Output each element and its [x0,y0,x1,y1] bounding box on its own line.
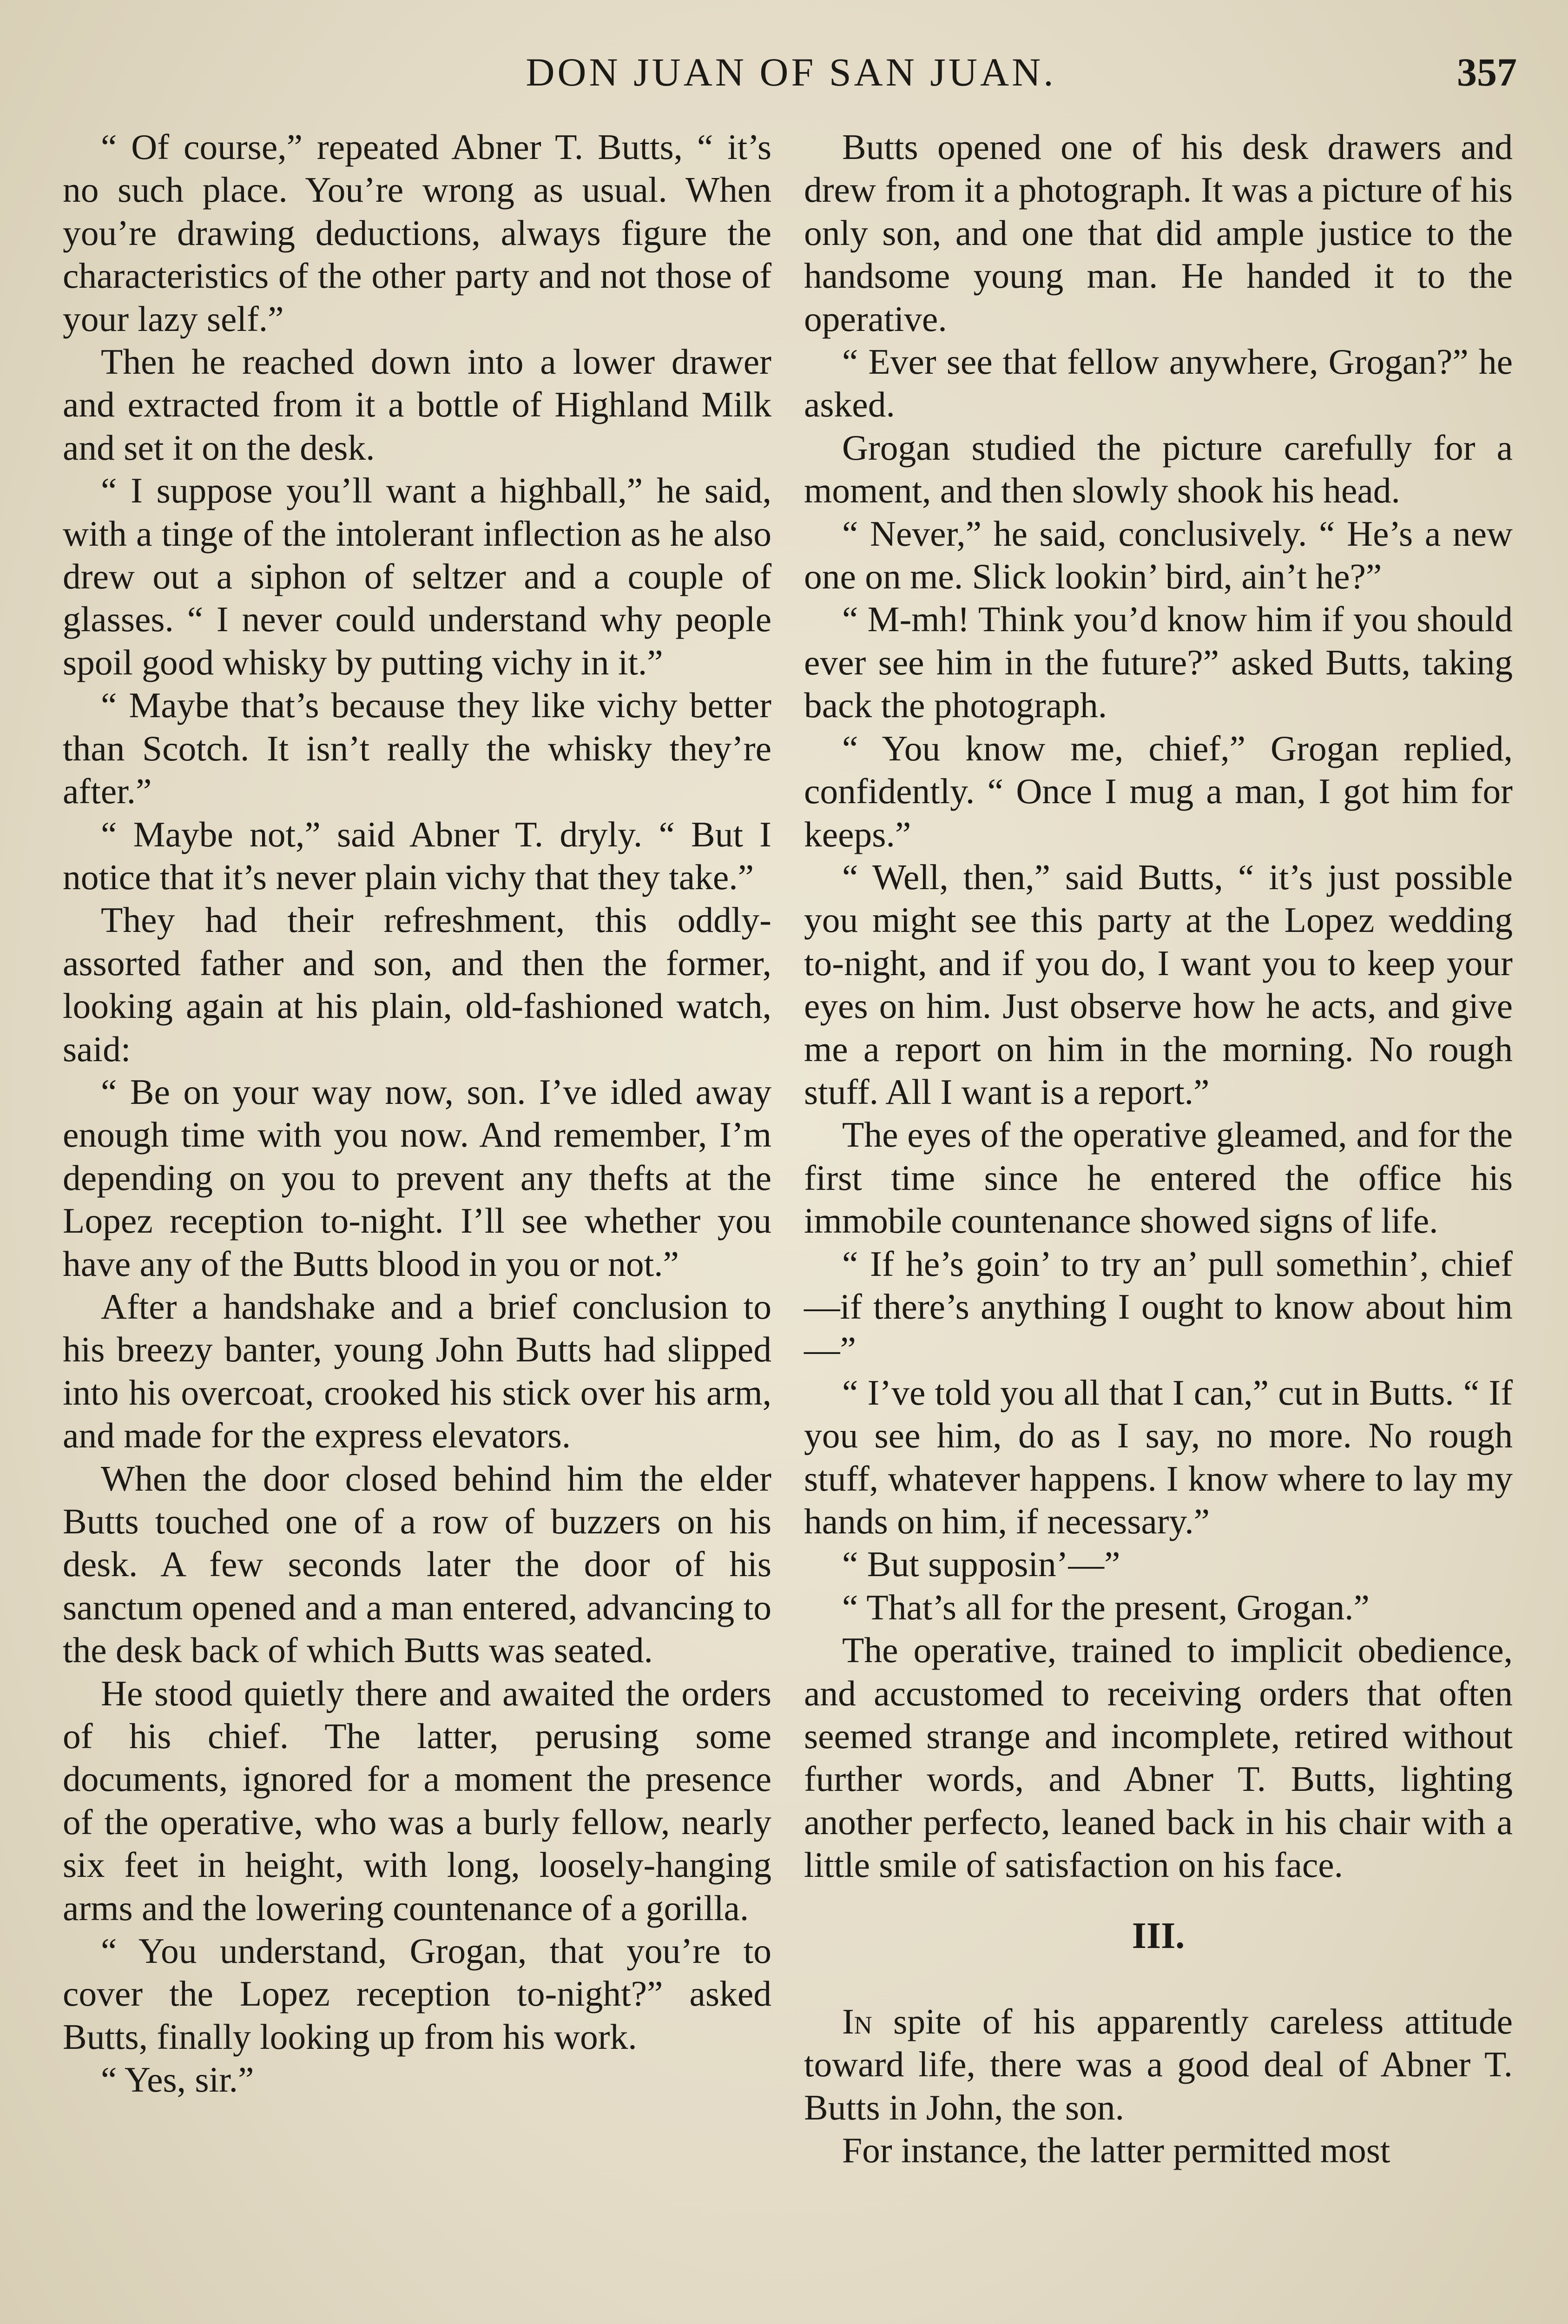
paragraph: The eyes of the operative gleamed, and for the first time since he entered the office his immobile countenance showed signs of life. [804,1115,1513,1241]
paragraph: “ Yes, sir.” [101,2060,254,2100]
paragraph: They had their refreshment, this oddly-assorted father and son, and then the former, looking again at his plain, old-fashioned watch, said: [63,900,771,1069]
paragraph: The operative, trained to implicit obedience, and accustomed to receiving orders that often seemed strange and incomplete, retired without further words, and Abner T. Butts, lighting another perfecto, leaned back in his chair with a little smile of satisfaction on his face. [804,1630,1513,1885]
paragraph: Then he reached down into a lower drawer and extracted from it a bottle of Highland Milk and set it on the desk. [63,342,771,468]
paragraph: “ That’s all for the present, Grogan.” [842,1587,1370,1627]
right-column [804,125,1513,2172]
paragraph: He stood quietly there and awaited the orders of his chief. The latter, perusing some documents, ignored for a moment the presence of the operative, who was a burly fellow, nearly six feet in height, with long, loosely-hanging arms and the lowering countenance of a gorilla. [63,1673,771,1928]
page-header [65,46,1517,98]
section-heading: III. [1132,1915,1185,1956]
paragraph: “ Of course,” repeated Abner T. Butts, “ it’s no such place. You’re wrong as usual. When you’re drawing deductions, always figure the characteristics of the other party and not those of your lazy self.” [63,127,771,339]
paragraph: “ You know me, chief,” Grogan replied, confidently. “ Once I mug a man, I got him for keeps.” [804,728,1513,854]
paragraph: When the door closed behind him the elder Butts touched one of a row of buzzers on his desk. A few seconds later the door of his sanctum opened and a man entered, advancing to the desk back of which Butts was seated. [63,1458,771,1670]
paragraph: “ Ever see that fellow anywhere, Grogan?” he asked. [804,342,1513,425]
paragraph: “ Maybe that’s because they like vichy better than Scotch. It isn’t really the whisky they’re after.” [63,685,771,812]
section-first-paragraph [804,2000,1513,2129]
paragraph: “ If he’s goin’ to try an’ pull somethin’, chief—if there’s anything I ought to know about him—” [804,1243,1513,1370]
section-lead-word: In [842,2001,872,2042]
section-first-paragraph-text: spite of his apparently careless attitude toward life, there was a good deal of Abner T. Butts in John, the son. [804,2001,1513,2127]
paragraph: “ M-mh! Think you’d know him if you should ever see him in the future?” asked Butts, taking back the photograph. [804,599,1513,726]
page-number: 357 [1457,50,1517,94]
paragraph: Grogan studied the picture carefully for a moment, and then slowly shook his head. [804,427,1513,511]
paragraph: For instance, the latter permitted most [842,2130,1390,2171]
paragraph: “ I suppose you’ll want a highball,” he said, with a tinge of the intolerant inflection as he also drew out a siphon of seltzer and a couple of glasses. “ I never could understand why people spoil good whisky by putting vichy in it.” [63,470,771,682]
left-column [63,125,771,2101]
paragraph: “ But supposin’—” [842,1544,1120,1585]
paragraph: After a handshake and a brief conclusion to his breezy banter, young John Butts had slipped into his overcoat, crooked his stick over his arm, and made for the express elevators. [63,1286,771,1456]
paragraph: “ Maybe not,” said Abner T. dryly. “ But I notice that it’s never plain vichy that they take.” [63,814,771,897]
paragraph: “ I’ve told you all that I can,” cut in Butts. “ If you see him, do as I say, no more. No rough stuff, whatever happens. I know where to lay my hands on him, if necessary.” [804,1372,1513,1541]
paragraph: “ You understand, Grogan, that you’re to cover the Lopez reception to-night?” asked Butts, finally looking up from his work. [63,1931,771,2057]
running-title: DON JUAN OF SAN JUAN. [526,50,1056,94]
paragraph: Butts opened one of his desk drawers and drew from it a photograph. It was a picture of his only son, and one that did ample justice to the handsome young man. He handed it to the operative. [804,127,1513,339]
paragraph: “ Be on your way now, son. I’ve idled away enough time with you now. And remember, I’m depending on you to prevent any thefts at the Lopez reception to-night. I’ll see whether you have any of the Butts blood in you or not.” [63,1071,771,1284]
paragraph: “ Well, then,” said Butts, “ it’s just possible you might see this party at the Lopez wedding to-night, and if you do, I want you to keep your eyes on him. Just observe how he acts, and give me a report on him in the morning. No rough stuff. All I want is a report.” [804,857,1513,1112]
paragraph: “ Never,” he said, conclusively. “ He’s a new one on me. Slick lookin’ bird, ain’t he?” [804,513,1513,597]
